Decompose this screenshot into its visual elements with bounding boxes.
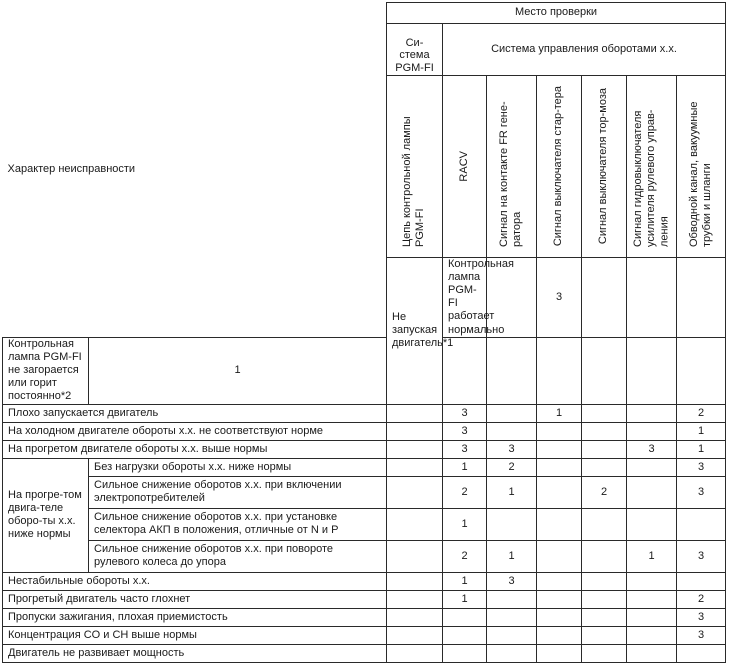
cell-10-6: 2 (677, 590, 726, 608)
cell-12-3 (537, 626, 582, 644)
cell-3-0 (387, 422, 443, 440)
cell-8-3 (537, 540, 582, 572)
row-label-11: Пропуски зажигания, плохая приемистость (3, 608, 387, 626)
cell-2-3: 1 (537, 404, 582, 422)
cell-5-2: 2 (487, 458, 537, 476)
cell-7-2 (487, 508, 537, 540)
row-label-4: На прогретом двигателе обороты х.х. выше нормы (3, 440, 387, 458)
row-label-3: На холодном двигателе обороты х.х. не соответствуют норме (3, 422, 387, 440)
cell-10-5 (627, 590, 677, 608)
row-label-9: Нестабильные обороты х.х. (3, 572, 387, 590)
cell-9-4 (582, 572, 627, 590)
cell-0-2 (582, 257, 627, 337)
diagnostic-table (2, 2, 726, 663)
cell-5-0 (387, 458, 443, 476)
cell-6-5 (627, 476, 677, 508)
cell-2-2 (487, 404, 537, 422)
cell-2-4 (582, 404, 627, 422)
cell-5-1: 1 (443, 458, 487, 476)
cell-8-4 (582, 540, 627, 572)
cell-1-0: 1 (89, 337, 387, 404)
cell-2-6: 2 (677, 404, 726, 422)
cell-6-4: 2 (582, 476, 627, 508)
cell-13-0 (387, 644, 443, 662)
cell-6-2: 1 (487, 476, 537, 508)
cell-9-5 (627, 572, 677, 590)
cell-13-3 (537, 644, 582, 662)
cell-10-2 (487, 590, 537, 608)
cell-3-2 (487, 422, 537, 440)
cell-12-4 (582, 626, 627, 644)
cell-10-3 (537, 590, 582, 608)
cell-13-4 (582, 644, 627, 662)
cell-11-4 (582, 608, 627, 626)
row-label-1: Контрольная лампа PGM-FI не загорается или горит постоянно*2 (3, 337, 89, 404)
cell-12-0 (387, 626, 443, 644)
cell-9-1: 1 (443, 572, 487, 590)
row-label-5: Без нагрузки обороты х.х. ниже нормы (89, 458, 387, 476)
cell-3-3 (537, 422, 582, 440)
cell-3-1: 3 (443, 422, 487, 440)
cell-4-3 (537, 440, 582, 458)
cell-8-0 (387, 540, 443, 572)
cell-4-1: 3 (443, 440, 487, 458)
group-no-start: Не запуская двигатель*1 (387, 257, 443, 404)
group-warm-low: На прогре-том двига-теле оборо-ты х.х. ниже нормы (3, 458, 89, 572)
row-label-0: Контрольная лампа PGM-FI работает нормально (443, 257, 487, 337)
cell-2-1: 3 (443, 404, 487, 422)
cell-7-0 (387, 508, 443, 540)
row-label-13: Двигатель не развивает мощность (3, 644, 387, 662)
col-header-0: Цепь контрольной лампы PGM-FI (387, 75, 443, 257)
cell-1-2 (487, 337, 537, 404)
cell-2-0 (387, 404, 443, 422)
cell-12-2 (487, 626, 537, 644)
col-header-2: Сигнал на контакте FR гене-ратора (487, 75, 537, 257)
col-header-4: Сигнал выключателя тор-моза (582, 75, 627, 257)
cell-8-5: 1 (627, 540, 677, 572)
cell-5-6: 3 (677, 458, 726, 476)
cell-4-6: 1 (677, 440, 726, 458)
cell-7-6 (677, 508, 726, 540)
cell-13-5 (627, 644, 677, 662)
location-header: Место проверки (387, 3, 726, 24)
cell-3-5 (627, 422, 677, 440)
cell-10-1: 1 (443, 590, 487, 608)
cell-8-2: 1 (487, 540, 537, 572)
cell-8-6: 3 (677, 540, 726, 572)
cell-6-0 (387, 476, 443, 508)
cell-13-1 (443, 644, 487, 662)
pgm-system-label: Си- стема PGM-FI (395, 36, 434, 74)
cell-1-6 (677, 337, 726, 404)
cell-11-1 (443, 608, 487, 626)
cell-4-0 (387, 440, 443, 458)
pgm-system-header (387, 24, 443, 76)
cell-6-1: 2 (443, 476, 487, 508)
cell-2-5 (627, 404, 677, 422)
cell-4-4 (582, 440, 627, 458)
cell-7-4 (582, 508, 627, 540)
cell-9-2: 3 (487, 572, 537, 590)
idle-system-header: Система управления оборотами х.х. (443, 24, 726, 76)
cell-3-6: 1 (677, 422, 726, 440)
cell-3-4 (582, 422, 627, 440)
cell-0-4 (677, 257, 726, 337)
col-header-3: Сигнал выключателя стар-тера (537, 75, 582, 257)
cell-11-2 (487, 608, 537, 626)
cell-6-3 (537, 476, 582, 508)
cell-11-6: 3 (677, 608, 726, 626)
cell-12-1 (443, 626, 487, 644)
col-header-5: Сигнал гидровыключателя усилителя рулевого управ-ления (627, 75, 677, 257)
cell-7-3 (537, 508, 582, 540)
row-label-8: Сильное снижение оборотов х.х. при повороте рулевого колеса до упора (89, 540, 387, 572)
cell-1-3 (537, 337, 582, 404)
row-label-6: Сильное снижение оборотов х.х. при включении электропотребителей (89, 476, 387, 508)
cell-7-1: 1 (443, 508, 487, 540)
cell-0-1: 3 (537, 257, 582, 337)
row-header-label: Характер неисправности (7, 163, 136, 175)
row-header-cell (3, 3, 387, 338)
cell-9-3 (537, 572, 582, 590)
cell-4-5: 3 (627, 440, 677, 458)
cell-1-4 (582, 337, 627, 404)
cell-5-4 (582, 458, 627, 476)
cell-13-2 (487, 644, 537, 662)
cell-12-5 (627, 626, 677, 644)
cell-7-5 (627, 508, 677, 540)
cell-11-5 (627, 608, 677, 626)
row-label-12: Концентрация CO и CH выше нормы (3, 626, 387, 644)
row-label-10: Прогретый двигатель часто глохнет (3, 590, 387, 608)
cell-5-5 (627, 458, 677, 476)
row-label-2: Плохо запускается двигатель (3, 404, 387, 422)
cell-13-6 (677, 644, 726, 662)
cell-12-6: 3 (677, 626, 726, 644)
col-header-6: Обводной канал, вакуумные трубки и шланги (677, 75, 726, 257)
cell-6-6: 3 (677, 476, 726, 508)
cell-10-0 (387, 590, 443, 608)
cell-8-1: 2 (443, 540, 487, 572)
cell-5-3 (537, 458, 582, 476)
cell-10-4 (582, 590, 627, 608)
cell-9-0 (387, 572, 443, 590)
cell-0-3 (627, 257, 677, 337)
row-label-7: Сильное снижение оборотов х.х. при установке селектора АКП в положения, отличные от N и P (89, 508, 387, 540)
cell-4-2: 3 (487, 440, 537, 458)
cell-11-0 (387, 608, 443, 626)
cell-1-5 (627, 337, 677, 404)
cell-11-3 (537, 608, 582, 626)
col-header-1: RACV (443, 75, 487, 257)
cell-9-6 (677, 572, 726, 590)
